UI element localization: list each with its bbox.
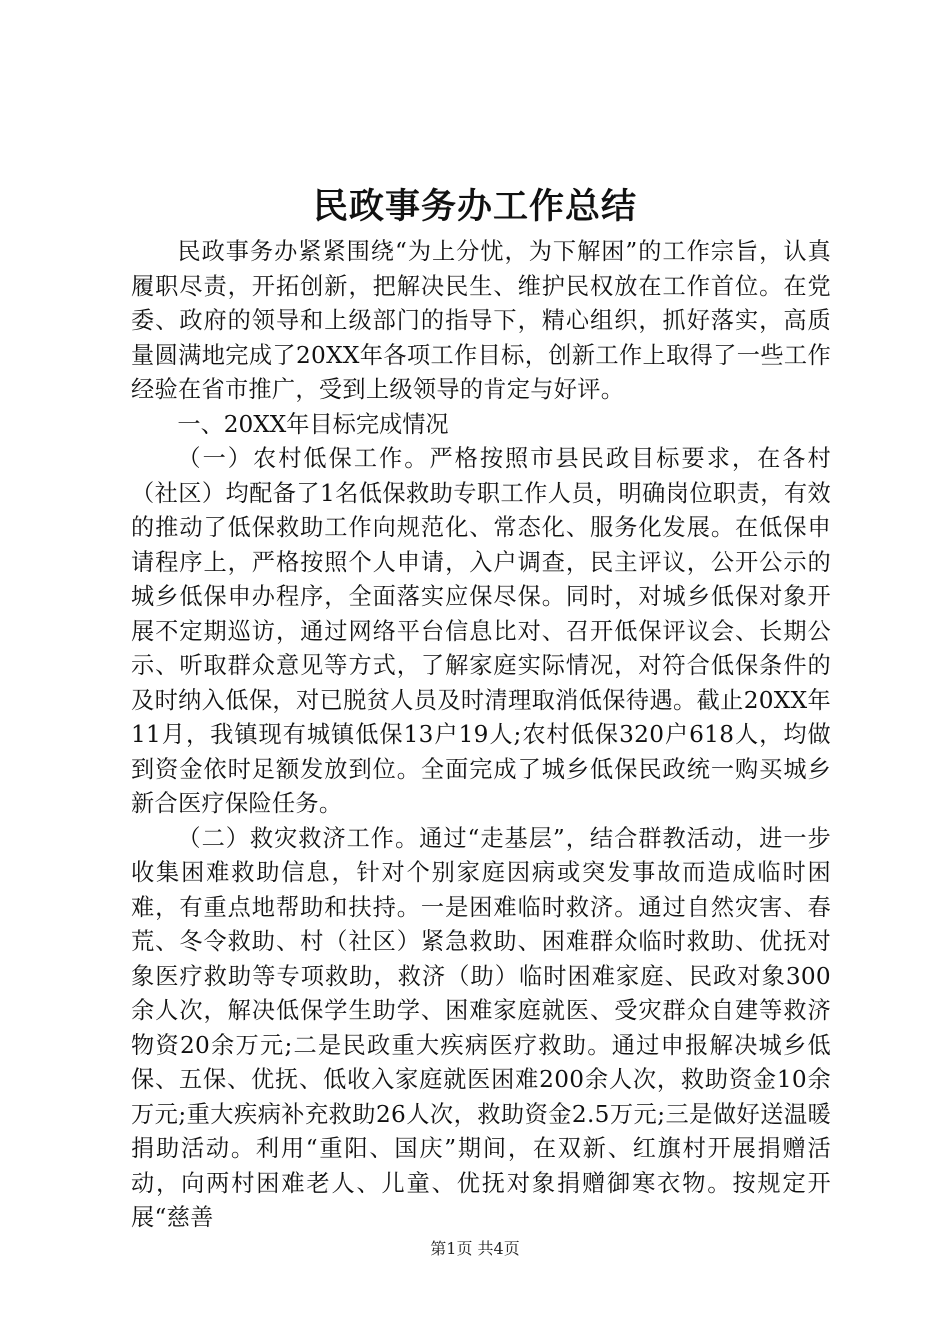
page-footer: 第1页 共4页: [430, 1239, 520, 1258]
paragraph-disaster-relief: （二）救灾救济工作。通过“走基层”，结合群教活动，进一步收集困难救助信息，针对个别家庭因病或突发事故而造成临时困难，有重点地帮助和扶持。一是困难临时救济。通过自然灾害、春荒、冬令救助、村（社区）紧急救助、困难群众临时救助、优抚对象医疗救助等专项救助，救济（助）临时困难家庭、民政对象300余人次，解决低保学生助学、困难家庭就医、受灾群众自建等救济物资20余万元;二是民政重大疾病医疗救助。通过申报解决城乡低保、五保、优抚、低收入家庭就医困难200余人次，救助资金10余万元;重大疾病补充救助26人次，救助资金2.5万元;三是做好送温暖捐助活动。利用“重阳、国庆”期间，在双新、红旗村开展捐赠活动，向两村困难老人、儿童、优抚对象捐赠御寒衣物。按规定开展“慈善: [131, 824, 831, 1231]
section-heading: 一、20XX年目标完成情况: [177, 410, 449, 438]
document-body: [131, 235, 831, 1236]
intro-paragraph: 民政事务办紧紧围绕“为上分忧，为下解困”的工作宗旨，认真履职尽责，开拓创新，把解决民生、维护民权放在工作首位。在党委、政府的领导和上级部门的指导下，精心组织，抓好落实，高质量圆满地完成了20XX年各项工作目标，创新工作上取得了一些工作经验在省市推广，受到上级领导的肯定与好评。: [131, 238, 831, 403]
document-title: 民政事务办工作总结: [312, 186, 637, 227]
paragraph-rural-subsistence: （一）农村低保工作。严格按照市县民政目标要求，在各村（社区）均配备了1名低保救助专职工作人员，明确岗位职责，有效的推动了低保救助工作向规范化、常态化、服务化发展。在低保申请程序上，严格按照个人申请，入户调查，民主评议，公开公示的城乡低保申办程序，全面落实应保尽保。同时，对城乡低保对象开展不定期巡访，通过网络平台信息比对、召开低保评议会、长期公示、听取群众意见等方式，了解家庭实际情况，对符合低保条件的及时纳入低保，对已脱贫人员及时清理取消低保待遇。截止20XX年11月，我镇现有城镇低保13户19人;农村低保320户618人，均做到资金依时足额发放到位。全面完成了城乡低保民政统一购买城乡新合医疗保险任务。: [131, 445, 831, 817]
